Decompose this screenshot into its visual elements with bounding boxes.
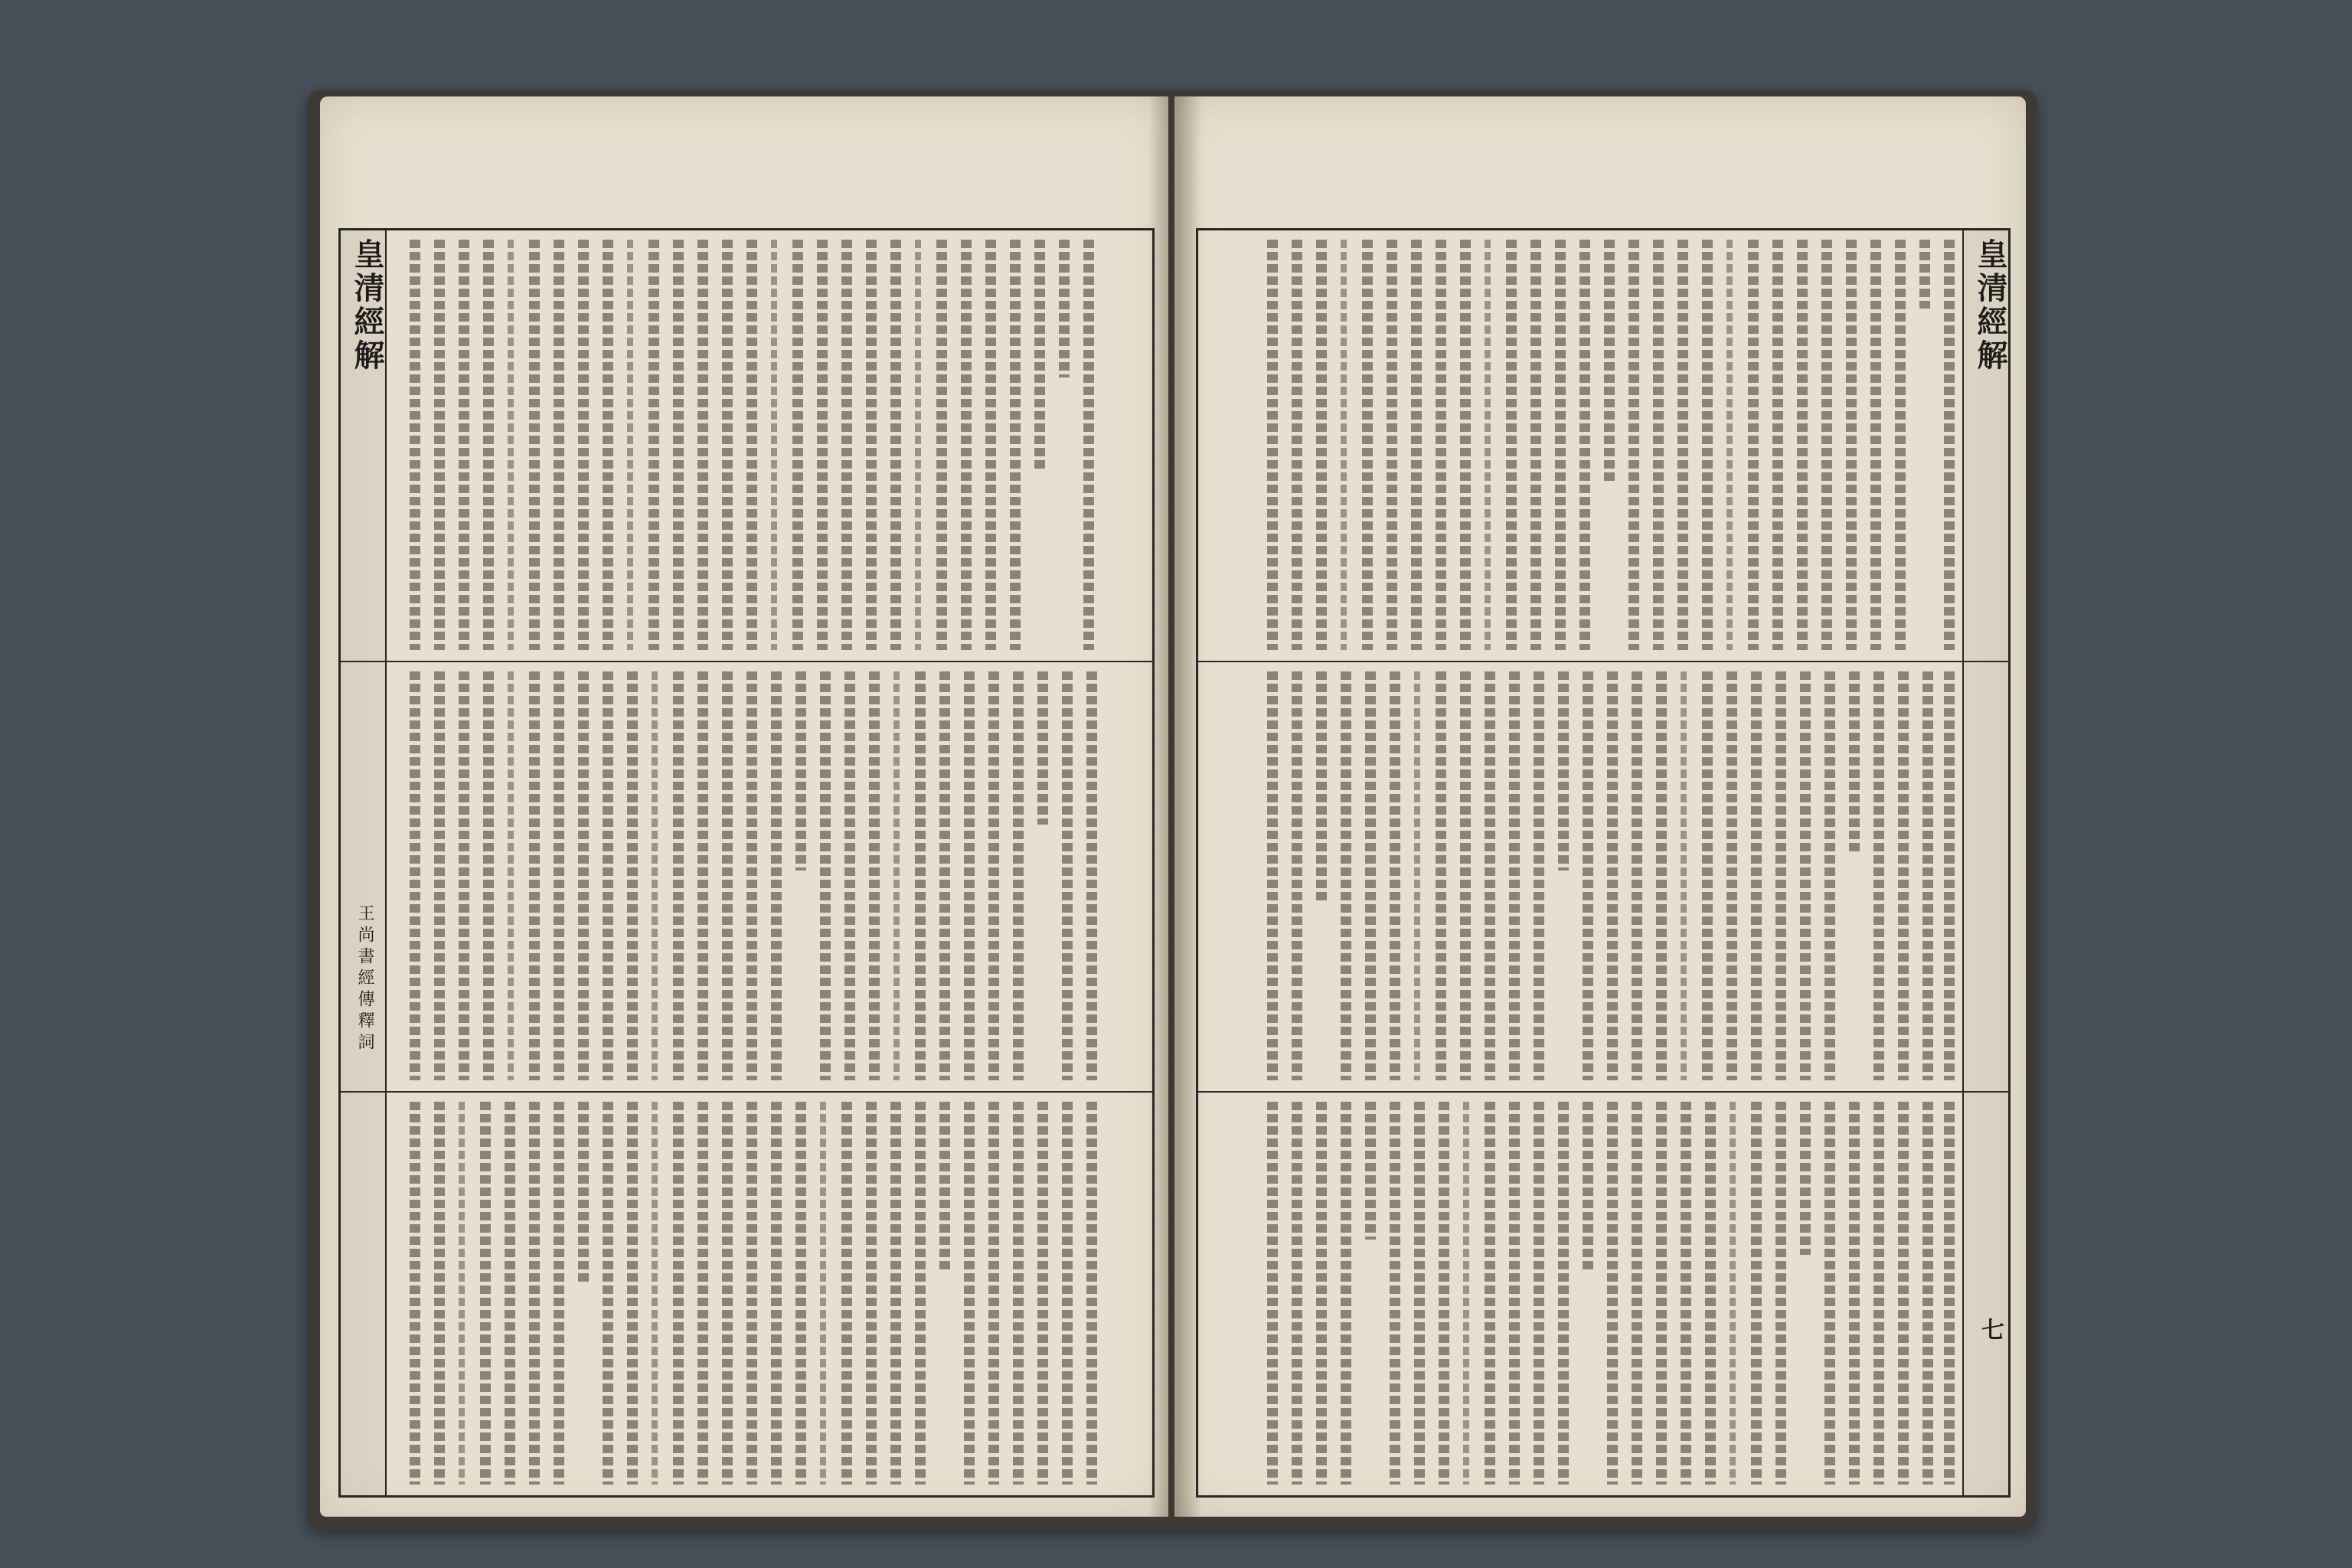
right-page-running-title: 皇清經解 (1972, 238, 2008, 373)
right-middle-register (1252, 662, 1955, 1089)
right-lower-register (1252, 1093, 1955, 1494)
right-upper-register (1252, 230, 1955, 659)
book-gutter (1148, 96, 1202, 1517)
right-page-sidebar (1962, 230, 2008, 1495)
left-upper-register (394, 230, 1099, 659)
right-page-folio-mark: 七 (1977, 1318, 2004, 1341)
left-text-frame (338, 228, 1155, 1498)
left-page (320, 96, 1168, 1517)
left-middle-register (394, 662, 1099, 1089)
left-page-section-title: 王尚書經傳釋詞 (355, 904, 374, 1054)
right-page (1174, 96, 2026, 1517)
left-page-sidebar (341, 230, 387, 1495)
left-lower-register (394, 1093, 1099, 1494)
right-text-frame (1196, 228, 2011, 1498)
left-page-running-title: 皇清經解 (349, 238, 385, 373)
